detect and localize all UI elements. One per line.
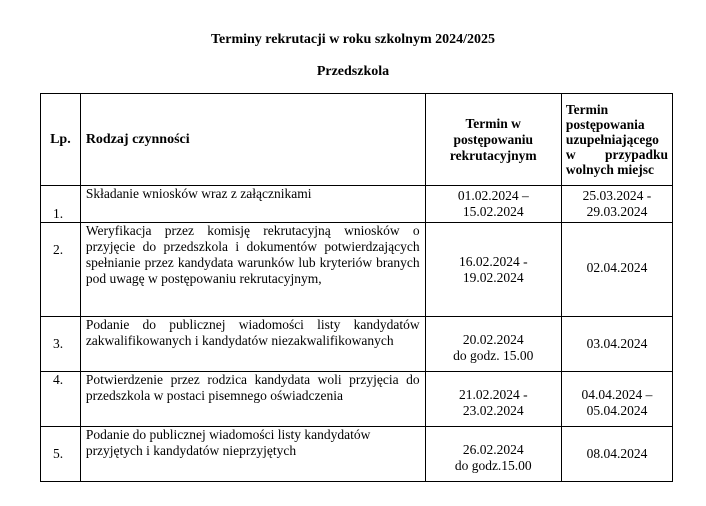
date-line: 15.02.2024 [462, 204, 524, 219]
row-activity: Podanie do publicznej wiadomości listy kandydatów przyjętych i kandydatów nieprzyjętych [80, 427, 425, 482]
row-activity: Weryfikacja przez komisję rekrutacyjną wniosków o przyjęcie do przedszkola i dokumentów potwierdzających spełnianie przez kandydata warunków lub kryteriów branych pod uwagę w postępowaniu rekrutacyjnym, [80, 223, 425, 317]
row-supplementary-term [561, 223, 672, 317]
header-recruitment-line: Termin w [465, 115, 521, 131]
header-lp: Lp. [41, 94, 81, 186]
date-line: 16.02.2024 - [458, 253, 528, 269]
header-supplementary-line [566, 147, 668, 162]
header-recruitment-term [425, 94, 561, 186]
header-supplementary-line: Termin [565, 102, 609, 117]
row-supplementary-term [561, 317, 672, 372]
row-activity: Podanie do publicznej wiadomości listy kandydatów zakwalifikowanych i kandydatów niezakwalifikowanych [80, 317, 425, 372]
row-activity: Potwierdzenie przez rodzica kandydata woli przyjęcia do przedszkola w postaci pisemnego oświadczenia [80, 372, 425, 427]
header-recruitment-line: postępowaniu [453, 131, 534, 147]
date-line: 05.04.2024 [586, 403, 648, 418]
date-line: 21.02.2024 - [458, 387, 528, 402]
date-line: 29.03.2024 [586, 204, 648, 219]
row-recruitment-term [425, 186, 561, 223]
row-recruitment-term [425, 317, 561, 372]
table-row [41, 186, 673, 223]
table-row [41, 427, 673, 482]
row-lp: 5. [41, 427, 81, 482]
date-line: 08.04.2024 [586, 446, 648, 461]
row-recruitment-term [425, 372, 561, 427]
date-line: do godz. 15.00 [453, 348, 534, 363]
row-supplementary-term [561, 186, 672, 223]
date-line: 01.02.2024 – [457, 188, 529, 203]
document-title: Terminy rekrutacji w roku szkolnym 2024/2025 [210, 32, 496, 47]
table-row [41, 372, 673, 427]
header-supplementary-line: postępowania [565, 117, 645, 132]
header-recruitment-line: rekrutacyjnym [449, 147, 537, 163]
header-supplementary-term [561, 94, 672, 186]
table-row [41, 223, 673, 317]
row-supplementary-term [561, 372, 672, 427]
document-subtitle: Przedszkola [316, 64, 390, 79]
date-line: 04.04.2024 – [581, 387, 653, 402]
row-recruitment-term [425, 427, 561, 482]
row-recruitment-term [425, 223, 561, 317]
header-supplementary-line: uzupełniającego [565, 132, 659, 147]
date-line: 25.03.2024 - [582, 188, 652, 203]
header-activity: Rodzaj czynności [80, 94, 425, 186]
date-line: 20.02.2024 [462, 332, 524, 347]
date-line: 26.02.2024 [462, 442, 524, 457]
table-header-row [41, 94, 673, 186]
date-line: 23.02.2024 [462, 403, 524, 418]
date-line: 02.04.2024 [586, 260, 648, 275]
row-supplementary-term [561, 427, 672, 482]
row-activity: Składanie wniosków wraz z załącznikami [80, 186, 425, 223]
row-lp: 3. [41, 317, 81, 372]
header-supplementary-line: wolnych miejsc [565, 162, 654, 177]
date-line: 19.02.2024 [462, 269, 524, 285]
row-lp: 2. [41, 223, 81, 317]
table-row [41, 317, 673, 372]
recruitment-schedule-table [40, 93, 673, 482]
row-lp: 1. [41, 186, 81, 223]
date-line: 03.04.2024 [586, 336, 648, 351]
header-supplementary-word-przypadku: przypadku [604, 147, 668, 162]
header-supplementary-word-w: w [565, 147, 576, 162]
date-line: do godz.15.00 [454, 458, 532, 473]
row-lp: 4. [41, 372, 81, 427]
